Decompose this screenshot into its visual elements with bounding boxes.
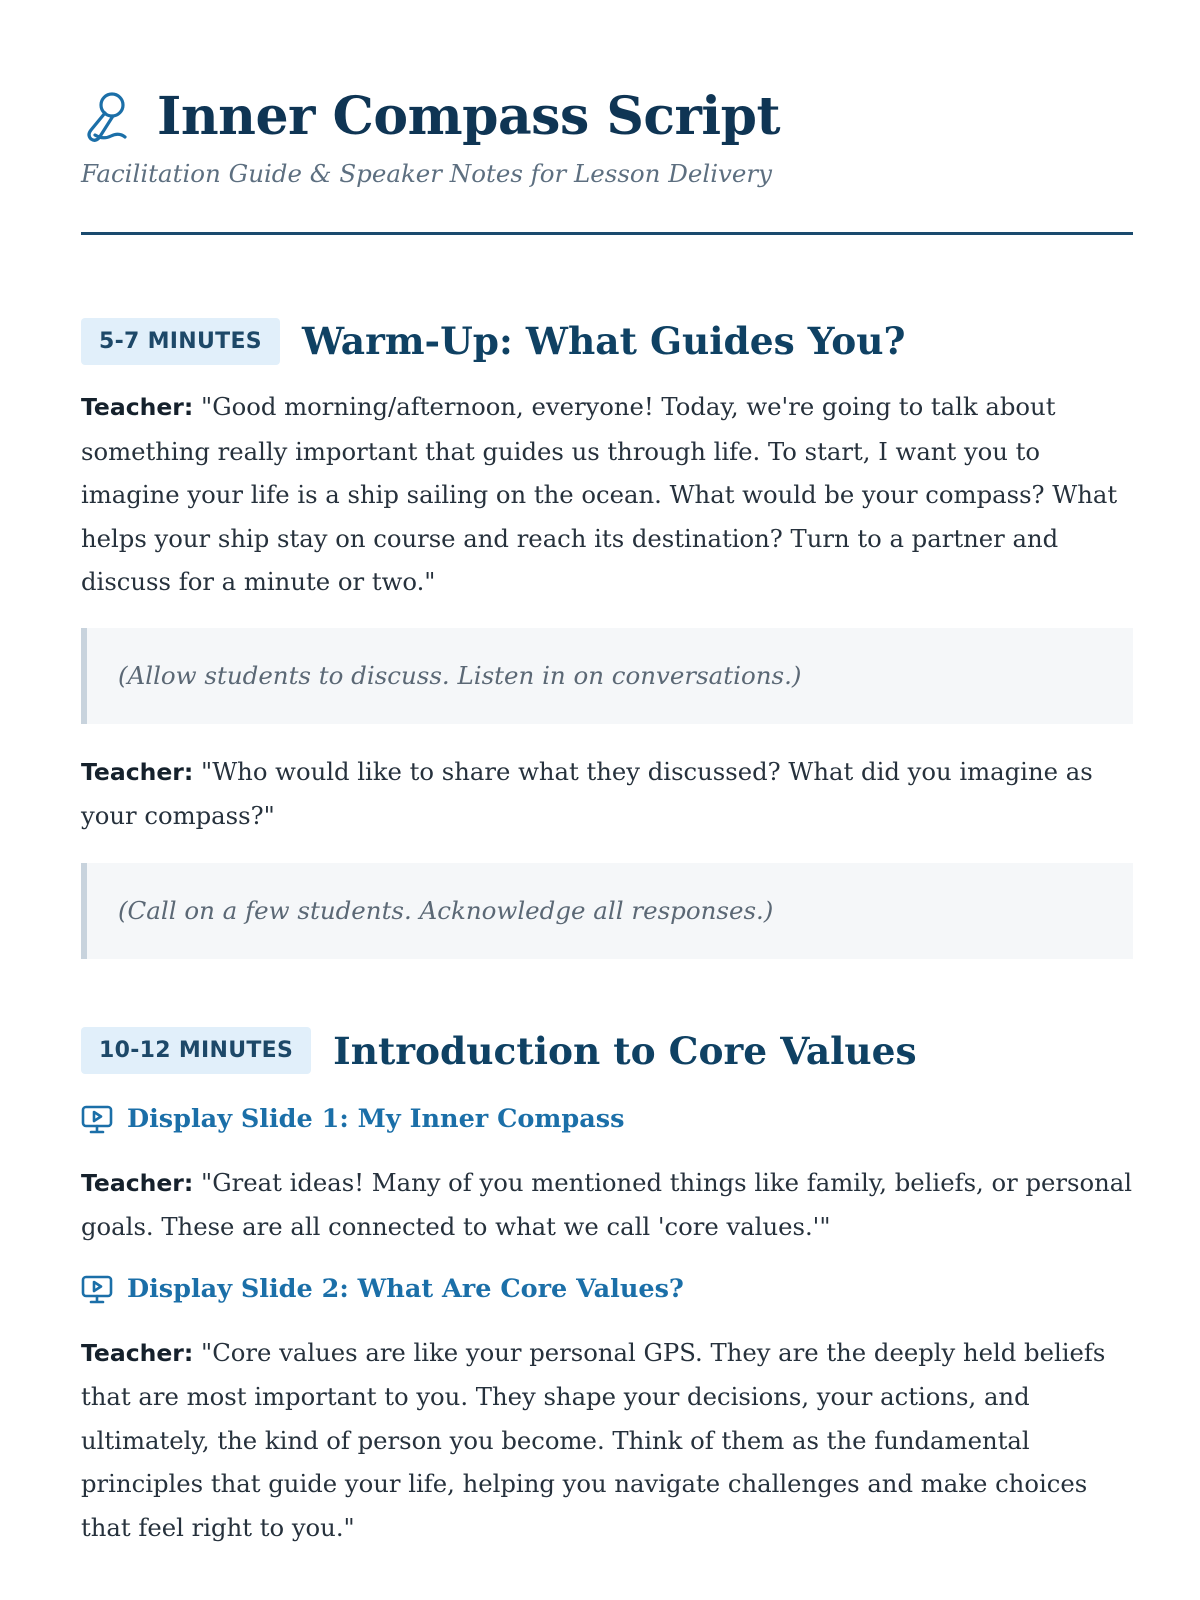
- slide-cue: [81, 1101, 1133, 1137]
- section-heading: [81, 1027, 1133, 1075]
- stage-direction: [81, 628, 1133, 724]
- section-warm-up: [81, 317, 1133, 959]
- page-header: [81, 84, 1133, 235]
- duration-badge: 5-7 MINUTES: [81, 318, 280, 365]
- section-title: Introduction to Core Values: [333, 1028, 917, 1073]
- teacher-speech: "Who would like to share what they discussed? What did you imagine as your compass?": [81, 756, 1093, 830]
- teacher-speech: "Core values are like your personal GPS. They are the deeply held beliefs that are most important to you. They shape your decisions, your actions, and ultimately, the kind of person you become. Think of them as the fundamental principles that guide your life, helping you navigate challenges and make choices that feel right to you.": [81, 1337, 1106, 1542]
- title-row: [81, 84, 1133, 150]
- section-heading: [81, 317, 1133, 365]
- speaker-label: Teacher:: [81, 393, 194, 421]
- teacher-speech: "Good morning/afternoon, everyone! Today, we're going to talk about something really important that guides us through life. To start, I want you to imagine your life is a ship sailing on the ocean. What would be your compass? What helps your ship stay on course and reach its destination? Turn to a partner and discuss for a minute or two.": [81, 392, 1118, 596]
- page-title: Inner Compass Script: [157, 86, 781, 147]
- teacher-speech: "Great ideas! Many of you mentioned things like family, beliefs, or personal goals. These are all connected to what we call 'core values.'": [81, 1167, 1133, 1241]
- section-title: Warm-Up: What Guides You?: [301, 319, 906, 363]
- speaker-label: Teacher:: [81, 1338, 194, 1367]
- header-divider: [81, 232, 1133, 235]
- stage-direction: [81, 863, 1133, 959]
- section-core-values: [81, 1027, 1133, 1550]
- teacher-line: [81, 1161, 1133, 1249]
- teacher-line: [81, 1331, 1133, 1550]
- slide-cue-label: Display Slide 1: My Inner Compass: [127, 1103, 625, 1134]
- presentation-screen-icon: [81, 1273, 113, 1305]
- speaker-label: Teacher:: [81, 757, 194, 786]
- slide-cue: [81, 1271, 1133, 1307]
- teacher-line: [81, 385, 1133, 604]
- teacher-line: [81, 750, 1133, 838]
- stage-direction-text: (Allow students to discuss. Listen in on conversations.): [118, 661, 802, 690]
- microphone-icon: [81, 89, 131, 145]
- duration-badge: 10-12 MINUTES: [81, 1027, 311, 1074]
- stage-direction-text: (Call on a few students. Acknowledge all responses.): [118, 896, 774, 925]
- presentation-screen-icon: [81, 1103, 113, 1135]
- slide-cue-label: Display Slide 2: What Are Core Values?: [127, 1273, 684, 1304]
- script-page: [81, 0, 1133, 1549]
- speaker-label: Teacher:: [81, 1168, 194, 1197]
- page-subtitle: Facilitation Guide & Speaker Notes for Lesson Delivery: [81, 159, 772, 188]
